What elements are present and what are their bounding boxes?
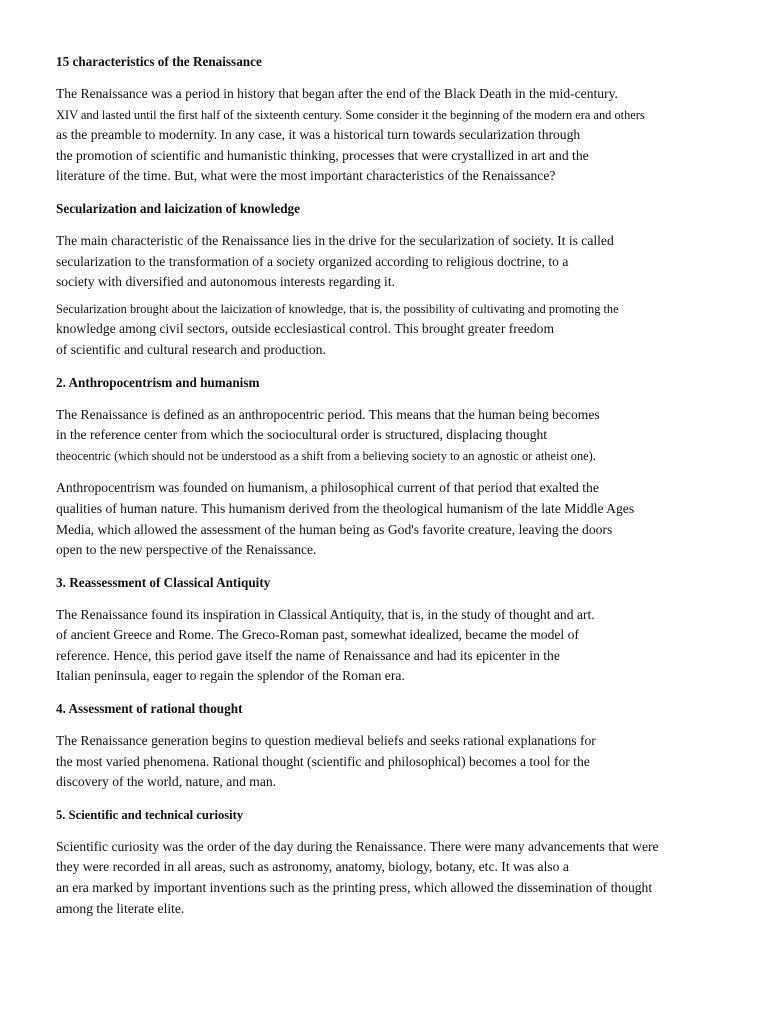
text-line: an era marked by important inventions such as the printing press, which allowed the dissemination of thought <box>56 880 653 896</box>
text-line: in the reference center from which the sociocultural order is structured, displacing thought <box>56 427 548 443</box>
text-line: the promotion of scientific and humanistic thinking, processes that were crystallized in art and the <box>56 147 589 163</box>
document-title: 15 characteristics of the Renaissance <box>56 54 262 69</box>
section-paragraph <box>56 837 736 919</box>
text-line: The Renaissance is defined as an anthropocentric period. This means that the human being becomes <box>56 406 600 422</box>
text-line: The Renaissance was a period in history that began after the end of the Black Death in the mid-century. <box>56 86 618 101</box>
section-heading: 5. Scientific and technical curiosity <box>56 807 244 822</box>
section-paragraph <box>56 299 736 361</box>
text-line: Anthropocentrism was founded on humanism, a philosophical current of that period that exalted the <box>56 480 599 496</box>
text-line: qualities of human nature. This humanism derived from the theological humanism of the late Middle Ages <box>56 500 635 516</box>
section-paragraph <box>56 231 736 293</box>
text-line: theocentric (which should not be understood as a shift from a believing society to an agnostic or atheist one). <box>56 448 596 463</box>
text-line: Italian peninsula, eager to regain the splendor of the Roman era. <box>56 668 405 684</box>
document-page <box>56 52 736 931</box>
text-line: XIV and lasted until the first half of the sixteenth century. Some consider it the beginning of the modern era and others <box>56 107 645 122</box>
text-line: literature of the time. But, what were the most important characteristics of the Renaissance? <box>56 168 556 184</box>
text-line: among the literate elite. <box>56 900 185 916</box>
section-paragraph <box>56 731 736 793</box>
text-line: of scientific and cultural research and production. <box>56 341 326 357</box>
text-line: the most varied phenomena. Rational thought (scientific and philosophical) becomes a tool for the <box>56 753 590 769</box>
text-line: Scientific curiosity was the order of the day during the Renaissance. There were many advancements that were <box>56 838 659 854</box>
text-line: society with diversified and autonomous interests regarding it. <box>56 274 396 290</box>
text-line: Secularization brought about the laicization of knowledge, that is, the possibility of cultivating and promoting the <box>56 301 619 316</box>
intro-paragraph <box>56 84 736 187</box>
section-paragraph <box>56 605 736 687</box>
text-line: The Renaissance found its inspiration in Classical Antiquity, that is, in the study of thought and art. <box>56 606 595 622</box>
text-line: The main characteristic of the Renaissance lies in the drive for the secularization of society. It is called <box>56 232 614 248</box>
section-heading: Secularization and laicization of knowledge <box>56 200 300 216</box>
section-paragraph <box>56 405 736 467</box>
text-line: open to the new perspective of the Renaissance. <box>56 542 317 558</box>
text-line: of ancient Greece and Rome. The Greco-Roman past, somewhat idealized, became the model of <box>56 627 579 643</box>
text-line: The Renaissance generation begins to question medieval beliefs and seeks rational explanations for <box>56 733 596 749</box>
section-heading: 4. Assessment of rational thought <box>56 701 243 717</box>
text-line: reference. Hence, this period gave itself the name of Renaissance and had its epicenter in the <box>56 647 560 663</box>
section-heading: 3. Reassessment of Classical Antiquity <box>56 574 271 590</box>
text-line: they were recorded in all areas, such as astronomy, anatomy, biology, botany, etc. It was also a <box>56 859 569 875</box>
section-paragraph <box>56 478 736 560</box>
text-line: secularization to the transformation of a society organized according to religious doctrine, to a <box>56 253 569 269</box>
text-line: as the preamble to modernity. In any case, it was a historical turn towards secularization through <box>56 127 581 143</box>
text-line: knowledge among civil sectors, outside ecclesiastical control. This brought greater freedom <box>56 321 555 337</box>
section-heading: 2. Anthropocentrism and humanism <box>56 374 260 390</box>
text-line: discovery of the world, nature, and man. <box>56 774 277 790</box>
text-line: Media, which allowed the assessment of the human being as God's favorite creature, leaving the doors <box>56 521 613 537</box>
